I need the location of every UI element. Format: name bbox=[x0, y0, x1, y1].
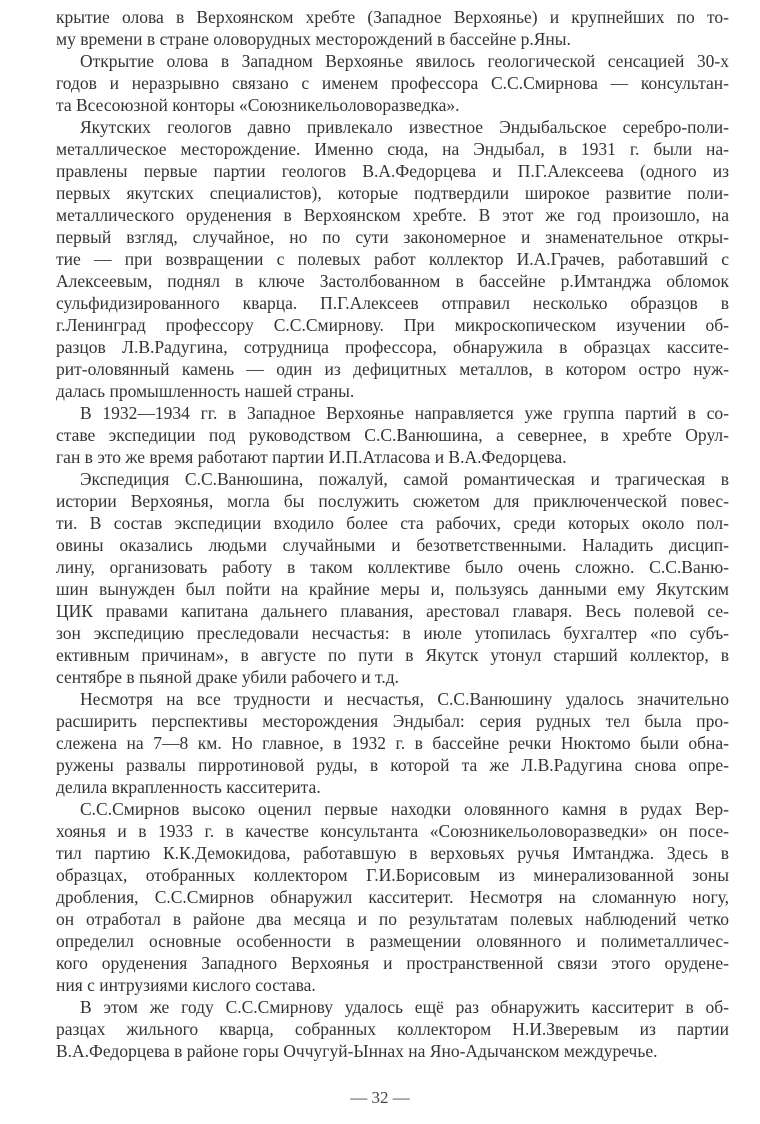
text-line: дробления, С.С.Смирнов обнаружил касситерит. Несмотря на сломанную ногу, bbox=[56, 887, 729, 907]
text-line: первый взгляд, случайное, но по сути закономерное и знаменательное откры- bbox=[56, 227, 729, 247]
text-line: делила вкрапленность касситерита. bbox=[56, 777, 321, 797]
paragraph bbox=[56, 798, 729, 996]
paragraph bbox=[56, 996, 729, 1062]
text-line: ективным причинам», в августе по пути в Якутск утонул старший коллектор, в bbox=[56, 645, 729, 665]
text-line: хоянья и в 1933 г. в качестве консультанта «Союзникельоловоразведки» он посе- bbox=[56, 821, 729, 841]
paragraph bbox=[56, 402, 729, 468]
text-line: первых якутских специалистов), которые подтвердили широкое развитие поли- bbox=[56, 183, 729, 203]
text-line: годов и неразрывно связано с именем профессора С.С.Смирнова — консультан- bbox=[56, 73, 729, 93]
paragraph bbox=[56, 688, 729, 798]
text-line: он отработал в районе два месяца и по результатам полевых наблюдений четко bbox=[56, 909, 729, 929]
text-line: ружены развалы пирротиновой руды, в которой та же Л.В.Радугина снова опре- bbox=[56, 755, 729, 775]
text-line: разцов Л.В.Радугина, сотрудница профессора, обнаружила в образцах кассите- bbox=[56, 337, 729, 357]
text-line: Открытие олова в Западном Верхоянье явилось геологической сенсацией 30-х bbox=[80, 51, 729, 71]
text-line: далась промышленность нашей страны. bbox=[56, 381, 355, 401]
text-line: С.С.Смирнов высоко оценил первые находки оловянного камня в рудах Вер- bbox=[80, 799, 729, 819]
text-line: зон экспедицию преследовали несчастья: в июле утопилась бухгалтер «по субъ- bbox=[56, 623, 729, 643]
text-line: ния с интрузиями кислого состава. bbox=[56, 975, 316, 995]
text-line: разцах жильного кварца, собранных коллектором Н.И.Зверевым из партии bbox=[56, 1019, 729, 1039]
text-line: тие — при возвращении с полевых работ коллектор И.А.Грачев, работавший с bbox=[56, 249, 729, 269]
paragraph bbox=[56, 50, 729, 116]
text-line: ган в это же время работают партии И.П.Атласова и В.А.Федорцева. bbox=[56, 447, 567, 467]
text-line: рит-оловянный камень — один из дефицитных металлов, в котором остро нуж- bbox=[56, 359, 729, 379]
text-line: тил партию К.К.Демокидова, работавшую в верховьях ручья Имтанджа. Здесь в bbox=[56, 843, 729, 863]
text-line: В 1932—1934 гг. в Западное Верхоянье направляется уже группа партий в со- bbox=[80, 403, 729, 423]
text-line: Несмотря на все трудности и несчастья, С.С.Ванюшину удалось значительно bbox=[80, 689, 729, 709]
text-line: ти. В состав экспедиции входило более ста рабочих, среди которых около пол- bbox=[56, 513, 729, 533]
text-line: лину, организовать работу в таком коллективе было очень сложно. С.С.Ваню- bbox=[56, 557, 729, 577]
text-line: Якутских геологов давно привлекало известное Эндыбальское серебро-поли- bbox=[80, 117, 729, 137]
text-line: истории Верхоянья, могла бы послужить сюжетом для приключенческой повес- bbox=[56, 491, 729, 511]
text-line: сульфидизированного кварца. П.Г.Алексеев отправил несколько образцов в bbox=[56, 293, 729, 313]
text-line: правлены первые партии геологов В.А.Федорцева и П.Г.Алексеева (одного из bbox=[56, 161, 729, 181]
text-line: Экспедиция С.С.Ванюшина, пожалуй, самой романтическая и трагическая в bbox=[80, 469, 729, 489]
text-line: шин вынужден был пойти на крайние меры и, пользуясь данными ему Якутским bbox=[56, 579, 729, 599]
text-line: расширить перспективы месторождения Эндыбал: серия рудных тел была про- bbox=[56, 711, 729, 731]
text-line: В.А.Федорцева в районе горы Оччугуй-Ыннах на Яно-Адычанском междуречье. bbox=[56, 1041, 658, 1061]
text-line: крытие олова в Верхоянском хребте (Западное Верхоянье) и крупнейших по то- bbox=[56, 7, 729, 27]
page-body bbox=[56, 6, 729, 1062]
text-line: кого оруденения Западного Верхоянья и пространственной связи этого орудене- bbox=[56, 953, 729, 973]
paragraph bbox=[56, 6, 729, 50]
text-line: образцах, отобранных коллектором Г.И.Борисовым из минерализованной зоны bbox=[56, 865, 729, 885]
text-line: Алексеевым, поднял в ключе Застолбованном в бассейне р.Имтанджа обломок bbox=[56, 271, 729, 291]
text-line: та Всесоюзной конторы «Союзникельоловоразведка». bbox=[56, 95, 460, 115]
text-line: В этом же году С.С.Смирнову удалось ещё раз обнаружить касситерит в об- bbox=[80, 997, 729, 1017]
paragraph bbox=[56, 468, 729, 688]
paragraph bbox=[56, 116, 729, 402]
text-line: ставе экспедиции под руководством С.С.Ванюшина, а севернее, в хребте Орул- bbox=[56, 425, 729, 445]
text-line: металлическое месторождение. Именно сюда, на Эндыбал, в 1931 г. были на- bbox=[56, 139, 729, 159]
page-number: — 32 — bbox=[350, 1088, 410, 1107]
text-line: слежена на 7—8 км. Но главное, в 1932 г. в бассейне речки Нюктомо были обна- bbox=[56, 733, 729, 753]
text-line: сентябре в пьяной драке убили рабочего и т.д. bbox=[56, 667, 400, 687]
text-line: металлического оруденения в Верхоянском хребте. В этот же год произошло, на bbox=[56, 205, 729, 225]
text-line: ЦИК правами капитана дальнего плавания, арестовал главаря. Весь полевой се- bbox=[56, 601, 729, 621]
text-line: му времени в стране оловорудных месторождений в бассейне р.Яны. bbox=[56, 29, 571, 49]
text-line: определил основные особенности в размещении оловянного и полиметалличес- bbox=[56, 931, 729, 951]
text-line: г.Ленинград профессору С.С.Смирнову. При микроскопическом изучении об- bbox=[56, 315, 729, 335]
text-line: овины оказались людьми случайными и безответственными. Наладить дисцип- bbox=[56, 535, 729, 555]
